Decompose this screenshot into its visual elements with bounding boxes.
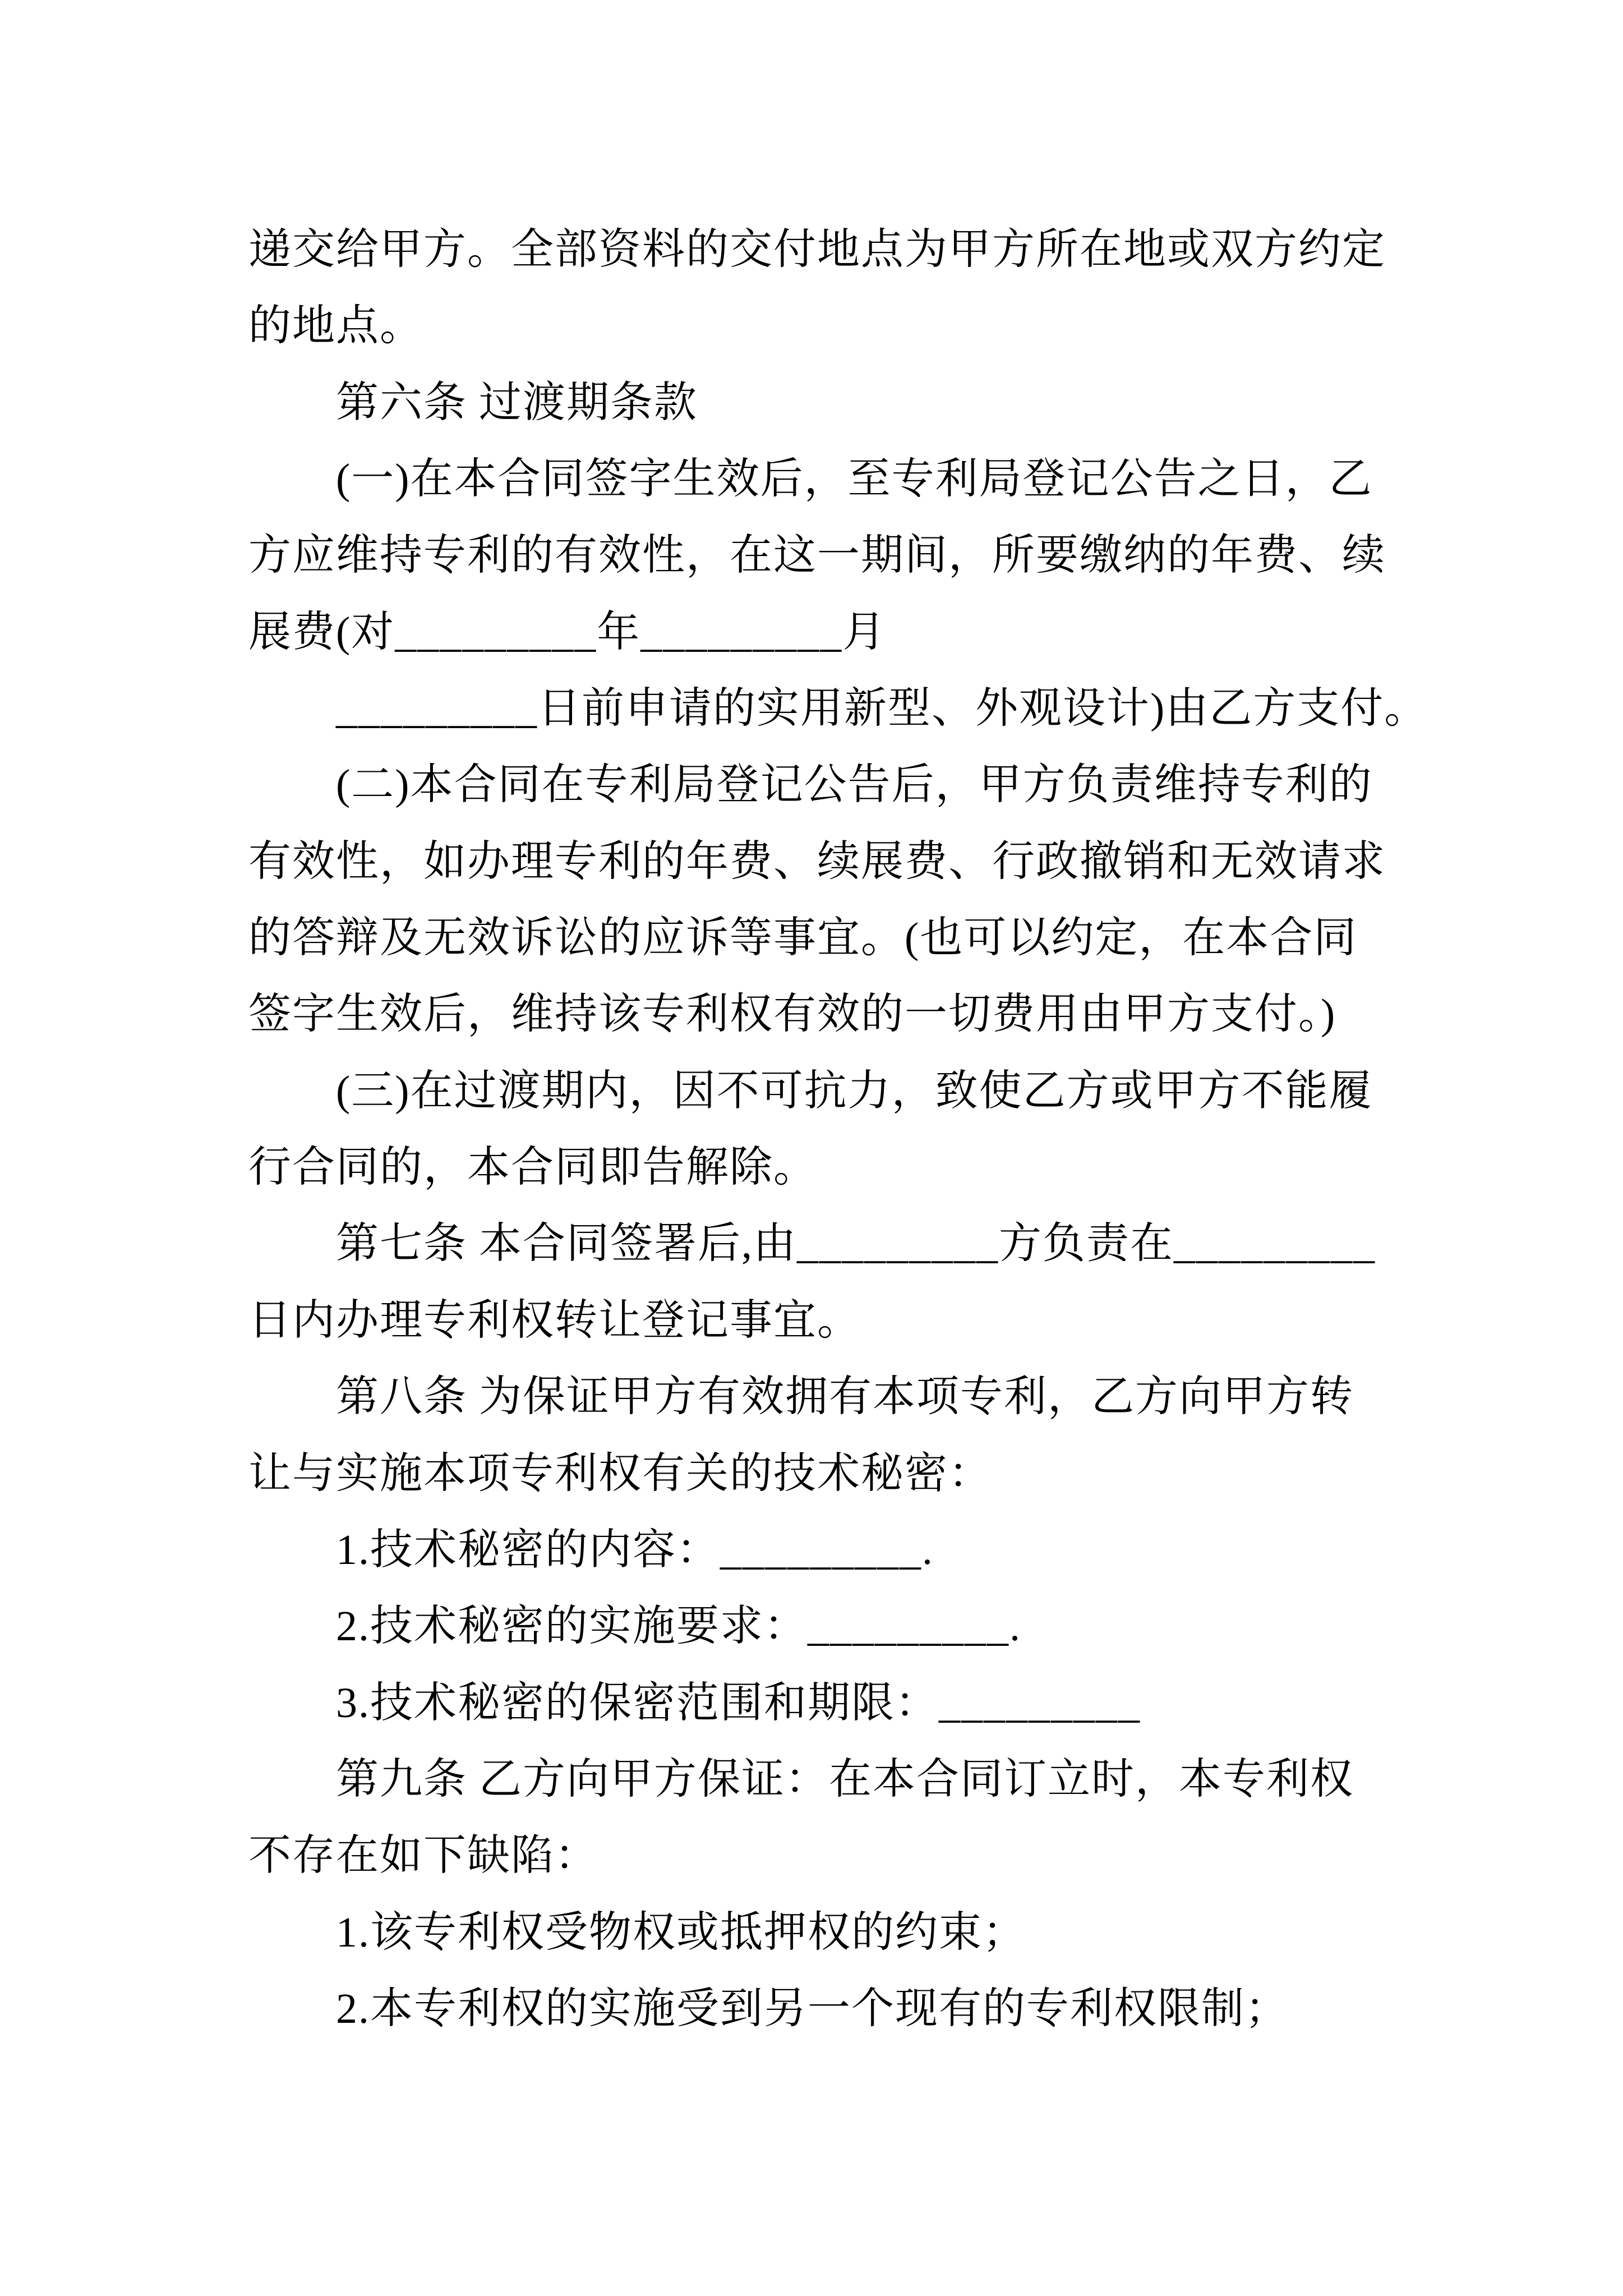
text-line-6-blank-year-month: 展费(对_________年_________月	[248, 608, 887, 656]
text-line-16-clause-8-heading: 第八条 为保证甲方有效拥有本项专利，乙方向甲方转	[336, 1373, 1354, 1421]
text-line-18-item-1-blank: 1.技术秘密的内容：_________.	[336, 1526, 934, 1573]
text-line-20-item-3-blank: 3.技术秘密的保密范围和期限：_________	[336, 1679, 1141, 1727]
text-line-9: 有效性，如办理专利的年费、续展费、行政撤销和无效请求	[248, 838, 1386, 885]
text-line-13: 行合同的，本合同即告解除。	[248, 1144, 817, 1191]
text-line-21-clause-9-heading: 第九条 乙方向甲方保证：在本合同订立时，本专利权	[336, 1755, 1354, 1803]
text-line-8: (二)本合同在专利局登记公告后，甲方负责维持专利的	[336, 761, 1373, 809]
text-line-7-blank-day: _________日前申请的实用新型、外观设计)由乙方支付。	[336, 685, 1428, 733]
text-line-23-defect-1: 1.该专利权受物权或抵押权的约束；	[336, 1908, 1026, 1956]
text-line-14-clause-7-blanks: 第七条 本合同签署后,由_________方负责在_________	[336, 1220, 1376, 1268]
text-line-2: 的地点。	[248, 302, 423, 350]
text-line-11: 签字生效后，维持该专利权有效的一切费用由甲方支付。)	[248, 991, 1336, 1038]
text-line-10: 的答辩及无效诉讼的应诉等事宜。(也可以约定，在本合同	[248, 914, 1358, 962]
text-line-5: 方应维持专利的有效性，在这一期间，所要缴纳的年费、续	[248, 532, 1386, 579]
text-line-22: 不存在如下缺陷：	[248, 1832, 598, 1880]
text-line-3-clause-6-heading: 第六条 过渡期条款	[336, 379, 698, 426]
text-line-12: (三)在过渡期内，因不可抗力，致使乙方或甲方不能履	[336, 1067, 1373, 1115]
contract-text-block	[248, 211, 1428, 2047]
text-line-1: 递交给甲方。全部资料的交付地点为甲方所在地或双方约定	[248, 226, 1386, 273]
text-line-15: 日内办理专利权转让登记事宜。	[248, 1296, 861, 1344]
text-line-24-defect-2: 2.本专利权的实施受到另一个现有的专利权限制；	[336, 1985, 1289, 2032]
text-line-17: 让与实施本项专利权有关的技术秘密：	[248, 1450, 992, 1497]
text-line-4: (一)在本合同签字生效后，至专利局登记公告之日，乙	[336, 455, 1373, 503]
text-line-19-item-2-blank: 2.技术秘密的实施要求：_________.	[336, 1603, 1021, 1650]
